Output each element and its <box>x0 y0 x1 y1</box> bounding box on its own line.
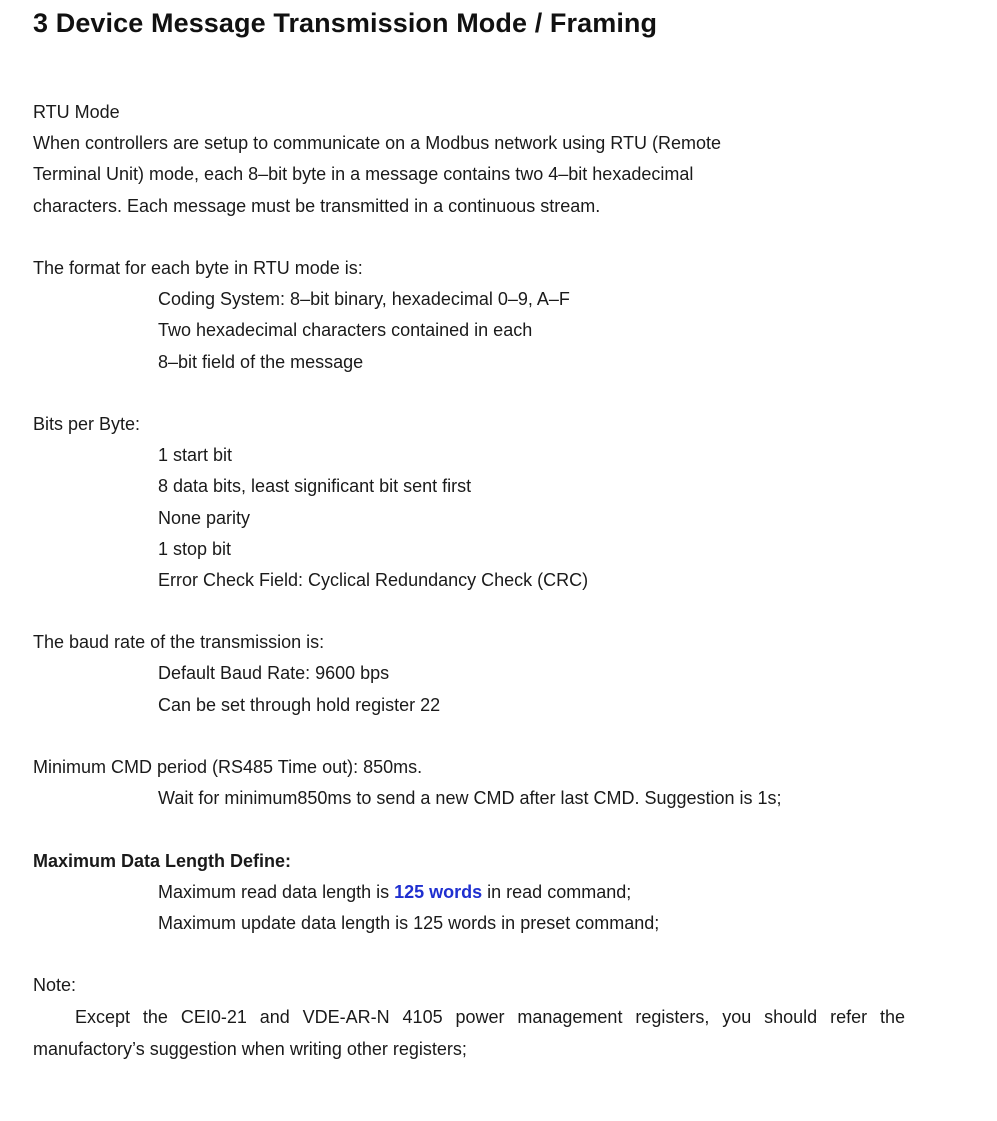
baud-heading: The baud rate of the transmission is: <box>33 632 325 652</box>
bits-item: Error Check Field: Cyclical Redundancy Check (CRC) <box>158 570 589 590</box>
note-heading: Note: <box>33 975 77 995</box>
maxlen-read-line <box>158 881 631 903</box>
maxlen-read-prefix: Maximum read data length is <box>158 882 395 902</box>
maxlen-heading: Maximum Data Length Define: <box>33 851 292 871</box>
cmd-heading: Minimum CMD period (RS485 Time out): 850ms. <box>33 757 423 777</box>
bits-item: 1 stop bit <box>158 539 232 559</box>
cmd-detail: Wait for minimum850ms to send a new CMD after last CMD. Suggestion is 1s; <box>158 788 782 808</box>
maxlen-update-line: Maximum update data length is 125 words in preset command; <box>158 913 660 933</box>
page-title: 3 Device Message Transmission Mode / Framing <box>33 8 658 38</box>
maxlen-read-suffix: in read command; <box>482 882 632 902</box>
maxlen-read-highlight: 125 words <box>394 882 483 902</box>
rtu-text-line: When controllers are setup to communicate on a Modbus network using RTU (Remote <box>33 133 721 153</box>
format-heading: The format for each byte in RTU mode is: <box>33 258 363 278</box>
rtu-heading: RTU Mode <box>33 102 120 122</box>
baud-item: Can be set through hold register 22 <box>158 695 441 715</box>
note-text: Except the CEI0-21 and VDE-AR-N 4105 power management registers, you should refer the manufactory’s suggestion when writing other registers; <box>33 1007 905 1059</box>
bits-item: 1 start bit <box>158 445 233 465</box>
format-item: Coding System: 8–bit binary, hexadecimal 0–9, A–F <box>158 289 570 309</box>
rtu-text-line: characters. Each message must be transmitted in a continuous stream. <box>33 196 601 216</box>
bits-item: 8 data bits, least significant bit sent first <box>158 476 472 496</box>
format-item: Two hexadecimal characters contained in each <box>158 320 533 340</box>
rtu-text-line: Terminal Unit) mode, each 8–bit byte in a message contains two 4–bit hexadecimal <box>33 164 694 184</box>
bits-item: None parity <box>158 508 251 528</box>
bits-heading: Bits per Byte: <box>33 414 141 434</box>
format-item: 8–bit field of the message <box>158 352 364 372</box>
baud-item: Default Baud Rate: 9600 bps <box>158 663 390 683</box>
